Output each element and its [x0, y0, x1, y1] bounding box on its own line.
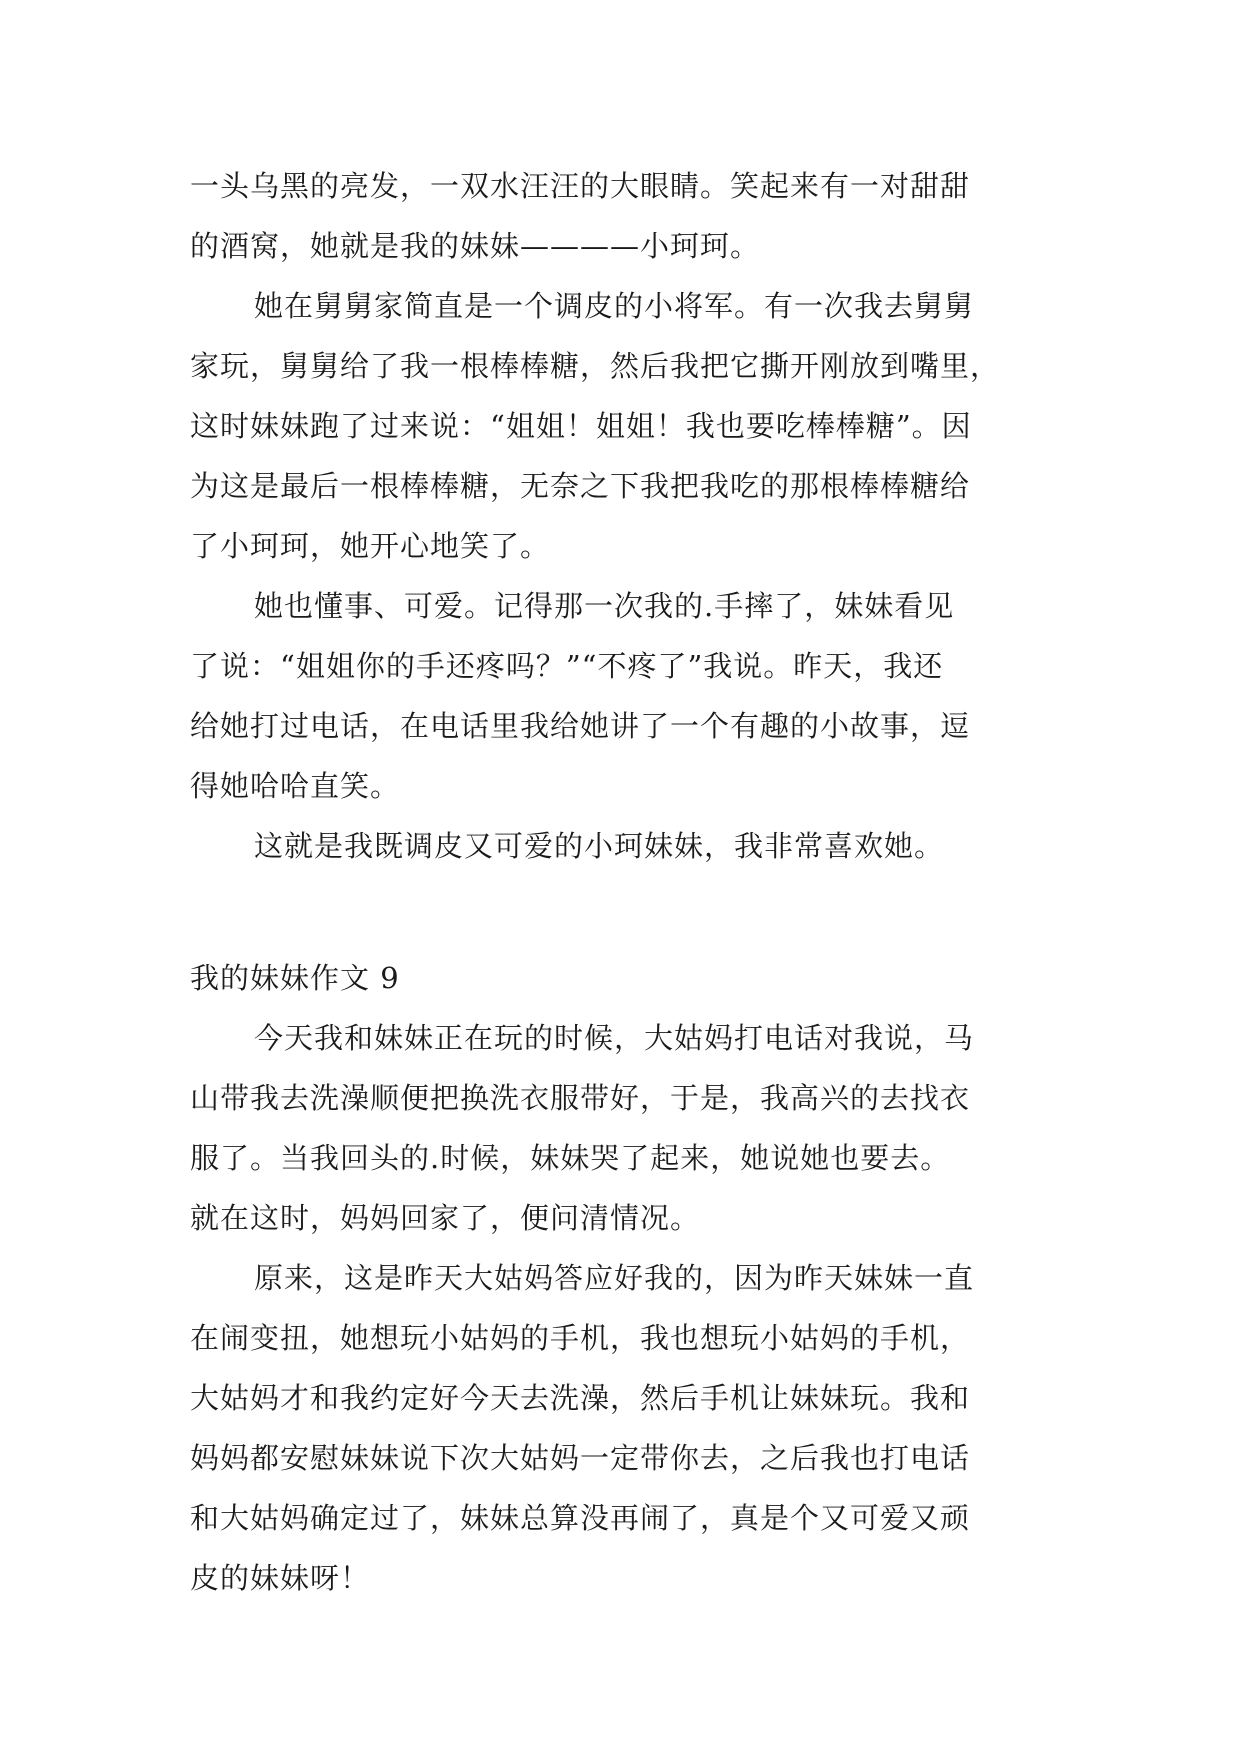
text-line: 得她哈哈直笑。: [190, 769, 401, 803]
text-line: 皮的妹妹呀！: [190, 1561, 371, 1595]
section-gap: [190, 876, 1060, 948]
text-line: 了小珂珂，她开心地笑了。: [190, 529, 551, 563]
text-line: 山带我去洗澡顺便把换洗衣服带好，于是，我高兴的去找衣: [190, 1081, 971, 1115]
text-line: 一头乌黑的亮发，一双水汪汪的大眼睛。笑起来有一对甜甜: [190, 169, 971, 203]
text-line: 给她打过电话，在电话里我给她讲了一个有趣的小故事，逗: [190, 709, 971, 743]
paragraph-start-line: 她也懂事、可爱。记得那一次我的.手摔了，妹妹看见: [254, 589, 955, 623]
paragraph-start-line: 这就是我既调皮又可爱的小珂妹妹，我非常喜欢她。: [254, 829, 945, 863]
text-line: 家玩，舅舅给了我一根棒棒糖，然后我把它撕开刚放到嘴里，: [190, 349, 1001, 383]
text-line: 的酒窝，她就是我的妹妹————小珂珂。: [190, 229, 761, 263]
text-line: 妈妈都安慰妹妹说下次大姑妈一定带你去，之后我也打电话: [190, 1441, 971, 1475]
paragraph-start-line: 今天我和妹妹正在玩的时候，大姑妈打电话对我说，马: [254, 1021, 975, 1055]
text-line: 在闹变扭，她想玩小姑妈的手机，我也想玩小姑妈的手机，: [190, 1321, 971, 1355]
text-line: 大姑妈才和我约定好今天去洗澡，然后手机让妹妹玩。我和: [190, 1381, 971, 1415]
text-line: 服了。当我回头的.时候，妹妹哭了起来，她说她也要去。: [190, 1141, 951, 1175]
text-line: 就在这时，妈妈回家了，便问清情况。: [190, 1201, 701, 1235]
paragraph-start-line: 她在舅舅家简直是一个调皮的小将军。有一次我去舅舅: [254, 289, 975, 323]
paragraph-start-line: 原来，这是昨天大姑妈答应好我的，因为昨天妹妹一直: [254, 1261, 975, 1295]
essay-section-1: [190, 156, 1060, 876]
text-line: 和大姑妈确定过了，妹妹总算没再闹了，真是个又可爱又顽: [190, 1501, 971, 1535]
text-line: 了说：“姐姐你的手还疼吗？”“不疼了”我说。昨天，我还: [190, 649, 944, 683]
essay-section-2: [190, 948, 1060, 1608]
text-line: 为这是最后一根棒棒糖，无奈之下我把我吃的那根棒棒糖给: [190, 469, 971, 503]
essay-heading: 我的妹妹作文 9: [190, 961, 400, 995]
text-line: 这时妹妹跑了过来说：“姐姐！姐姐！我也要吃棒棒糖”。因: [190, 409, 972, 443]
document-body: [190, 156, 1060, 1608]
